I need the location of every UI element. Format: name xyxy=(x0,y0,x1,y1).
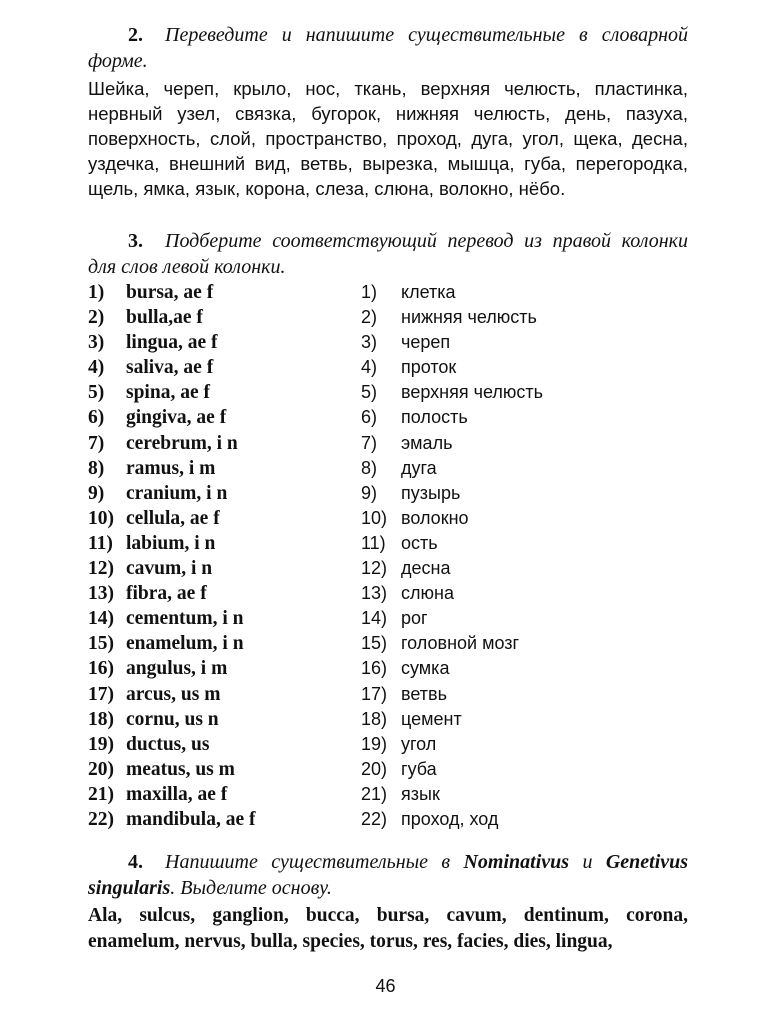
translation-item-text: головной мозг xyxy=(401,633,520,654)
translation-item-number: 4) xyxy=(361,357,378,378)
translation-item-text: пузырь xyxy=(401,482,461,503)
translation-item-number: 9) xyxy=(361,482,378,503)
translation-item xyxy=(361,280,681,305)
latin-term-item-text: lingua, ae f xyxy=(126,332,218,354)
latin-term-item xyxy=(88,405,358,430)
translation-item xyxy=(361,757,681,782)
latin-term-item-number: 20) xyxy=(88,758,114,780)
task-3-heading xyxy=(88,228,688,280)
latin-term-item-number: 19) xyxy=(88,733,114,755)
latin-term-item xyxy=(88,682,358,707)
latin-term-item-text: labium, i n xyxy=(126,532,216,554)
task-3 xyxy=(88,228,688,830)
translation-item xyxy=(361,782,681,807)
translation-item xyxy=(361,631,681,656)
translation-item xyxy=(361,682,681,707)
translation-item-text: клетка xyxy=(401,282,456,302)
translation-item-number: 15) xyxy=(361,633,388,654)
latin-term-item xyxy=(88,732,358,757)
translation-item xyxy=(361,456,681,481)
task-2 xyxy=(88,22,688,201)
latin-term-item xyxy=(88,280,358,305)
term-nominativus: Nominativus xyxy=(463,851,570,873)
translation-item xyxy=(361,355,681,380)
task-4-word-list: Ala, sulcus, ganglion, bucca, bursa, cavum, dentinum, corona, enamelum, nervus, bulla, species, torus, res, facies, dies, lingua, xyxy=(88,905,688,952)
latin-term-item-text: enamelum, i n xyxy=(126,633,244,655)
translation-item-text: волокно xyxy=(401,507,469,528)
translation-item xyxy=(361,581,681,606)
translation-item-number: 21) xyxy=(361,783,388,804)
latin-term-item-number: 7) xyxy=(88,432,105,454)
latin-term-item-number: 8) xyxy=(88,457,105,479)
translation-item xyxy=(361,707,681,732)
latin-term-item-text: spina, ae f xyxy=(126,382,210,404)
latin-term-item-text: saliva, ae f xyxy=(126,357,214,379)
latin-term-item-text: arcus, us m xyxy=(126,683,221,705)
translation-item-number: 22) xyxy=(361,808,388,829)
translation-item-text: ость xyxy=(401,532,438,553)
translation-item xyxy=(361,606,681,631)
translation-item-text: верхняя челюсть xyxy=(401,382,544,403)
translation-item xyxy=(361,531,681,556)
task-2-instruction: Переведите и напишите существительные в словарной форме. xyxy=(88,24,688,72)
translation-item xyxy=(361,656,681,681)
latin-term-item-text: fibra, ae f xyxy=(126,583,207,605)
latin-term-item-number: 4) xyxy=(88,357,105,379)
task-2-number: 2. xyxy=(128,24,143,46)
latin-term-item-text: cavum, i n xyxy=(126,558,213,580)
translation-item-number: 1) xyxy=(361,282,378,302)
latin-term-item-text: cementum, i n xyxy=(126,608,244,630)
task-2-word-list: Шейка, череп, крыло, нос, ткань, верхняя челюсть, пластинка, нервный узел, связка, бугорок, нижняя челюсть, день, пазуха, поверхность, слой, пространство, проход, дуга, угол, щека, десна, уздечка, внешний вид, ветвь, вырезка, мышца, губа, перегородка, щель, ямка, язык, корона, слеза, слюна, волокно, нёбо. xyxy=(88,78,688,199)
latin-term-item-text: cornu, us n xyxy=(126,708,219,730)
latin-term-item-number: 11) xyxy=(88,532,113,554)
latin-term-item-number: 5) xyxy=(88,382,105,404)
translation-item xyxy=(361,556,681,581)
translation-item xyxy=(361,506,681,531)
translation-item-number: 13) xyxy=(361,583,388,604)
translation-item-text: десна xyxy=(401,558,451,579)
task-4-instruction xyxy=(88,851,688,899)
translation-item-number: 20) xyxy=(361,758,388,779)
task-3-instruction: Подберите соответствующий перевод из правой колонки для слов левой колонки. xyxy=(88,230,688,278)
task-4-number: 4. xyxy=(128,851,143,873)
translation-item-text: сумка xyxy=(401,658,450,679)
translation-item xyxy=(361,481,681,506)
translation-item-number: 18) xyxy=(361,708,388,729)
latin-term-item xyxy=(88,330,358,355)
latin-term-item-text: ramus, i m xyxy=(126,457,216,479)
translation-item-text: полость xyxy=(401,407,468,428)
latin-term-item-text: bulla,ae f xyxy=(126,307,203,329)
translation-item-text: дуга xyxy=(401,457,437,478)
latin-term-item xyxy=(88,431,358,456)
task-3-number: 3. xyxy=(128,230,143,252)
translation-item-number: 19) xyxy=(361,733,388,754)
translation-item-text: ветвь xyxy=(401,683,447,704)
page-number: 46 xyxy=(375,976,396,996)
task-4 xyxy=(88,849,688,955)
translation-item-number: 7) xyxy=(361,432,378,453)
latin-term-item xyxy=(88,355,358,380)
translation-item-number: 16) xyxy=(361,658,388,679)
task-4-instruction-part2: . Выделите основу. xyxy=(170,877,332,899)
latin-terms-column xyxy=(88,280,358,832)
translation-item-text: губа xyxy=(401,758,437,779)
matching-table xyxy=(88,280,688,830)
translation-item-number: 17) xyxy=(361,683,388,704)
translation-item-number: 2) xyxy=(361,307,378,328)
latin-term-item-text: cellula, ae f xyxy=(126,507,220,529)
latin-term-item-number: 3) xyxy=(88,332,105,354)
translation-item xyxy=(361,380,681,405)
translation-item-text: рог xyxy=(401,608,428,629)
translation-item-text: цемент xyxy=(401,708,462,729)
latin-term-item xyxy=(88,631,358,656)
latin-term-item xyxy=(88,707,358,732)
translation-item xyxy=(361,732,681,757)
latin-term-item-text: maxilla, ae f xyxy=(126,783,228,805)
task-4-heading xyxy=(88,849,688,901)
latin-term-item xyxy=(88,380,358,405)
latin-term-item xyxy=(88,556,358,581)
latin-term-item-number: 1) xyxy=(88,282,105,303)
latin-term-item xyxy=(88,531,358,556)
translation-item-number: 6) xyxy=(361,407,378,428)
latin-term-item-text: cranium, i n xyxy=(126,482,228,504)
latin-term-item xyxy=(88,757,358,782)
latin-term-item-number: 15) xyxy=(88,633,114,655)
translation-item-text: угол xyxy=(401,733,437,754)
latin-term-item-number: 22) xyxy=(88,808,114,830)
latin-term-item-number: 6) xyxy=(88,407,105,429)
latin-term-item-text: ductus, us xyxy=(126,733,210,755)
latin-term-item-number: 10) xyxy=(88,507,114,529)
latin-term-item-text: bursa, ae f xyxy=(126,282,214,303)
latin-term-item xyxy=(88,506,358,531)
translation-item xyxy=(361,431,681,456)
latin-term-item-text: mandibula, ae f xyxy=(126,808,256,830)
task-4-instruction-and: и xyxy=(582,851,593,873)
latin-term-item-number: 16) xyxy=(88,658,114,680)
translation-item-number: 8) xyxy=(361,457,378,478)
latin-term-item xyxy=(88,305,358,330)
russian-translations-column xyxy=(361,280,681,832)
translation-item-number: 12) xyxy=(361,558,388,579)
latin-term-item-number: 18) xyxy=(88,708,114,730)
latin-term-item-number: 12) xyxy=(88,558,114,580)
latin-term-item xyxy=(88,807,358,832)
latin-term-item-number: 21) xyxy=(88,783,114,805)
latin-term-item-text: gingiva, ae f xyxy=(126,407,227,429)
translation-item-number: 10) xyxy=(361,507,388,528)
translation-item-text: слюна xyxy=(401,583,454,604)
task-2-heading xyxy=(88,22,688,74)
translation-item-text: проход, ход xyxy=(401,808,499,829)
latin-term-item-number: 14) xyxy=(88,608,114,630)
term-genetivus-singularis: Genetivus singularis xyxy=(88,851,689,899)
latin-term-item xyxy=(88,606,358,631)
latin-term-item-number: 17) xyxy=(88,683,114,705)
latin-term-item xyxy=(88,581,358,606)
latin-term-item xyxy=(88,456,358,481)
translation-item xyxy=(361,330,681,355)
translation-item-text: проток xyxy=(401,357,457,378)
task-4-instruction-part1: Напишите существительные в xyxy=(165,851,451,873)
translation-item-number: 11) xyxy=(361,532,386,553)
latin-term-item-number: 9) xyxy=(88,482,105,504)
translation-item-text: язык xyxy=(401,783,440,804)
translation-item-text: нижняя челюсть xyxy=(401,307,537,328)
translation-item-text: эмаль xyxy=(401,432,453,453)
translation-item xyxy=(361,807,681,832)
translation-item-number: 14) xyxy=(361,608,388,629)
translation-item-text: череп xyxy=(401,332,451,353)
latin-term-item-number: 13) xyxy=(88,583,114,605)
latin-term-item-text: meatus, us m xyxy=(126,758,235,780)
latin-term-item xyxy=(88,656,358,681)
latin-term-item-text: cerebrum, i n xyxy=(126,432,238,454)
latin-term-item-text: angulus, i m xyxy=(126,658,228,680)
latin-term-item xyxy=(88,481,358,506)
translation-item-number: 5) xyxy=(361,382,378,403)
latin-term-item xyxy=(88,782,358,807)
translation-item-number: 3) xyxy=(361,332,378,353)
latin-term-item-number: 2) xyxy=(88,307,105,329)
translation-item xyxy=(361,305,681,330)
translation-item xyxy=(361,405,681,430)
